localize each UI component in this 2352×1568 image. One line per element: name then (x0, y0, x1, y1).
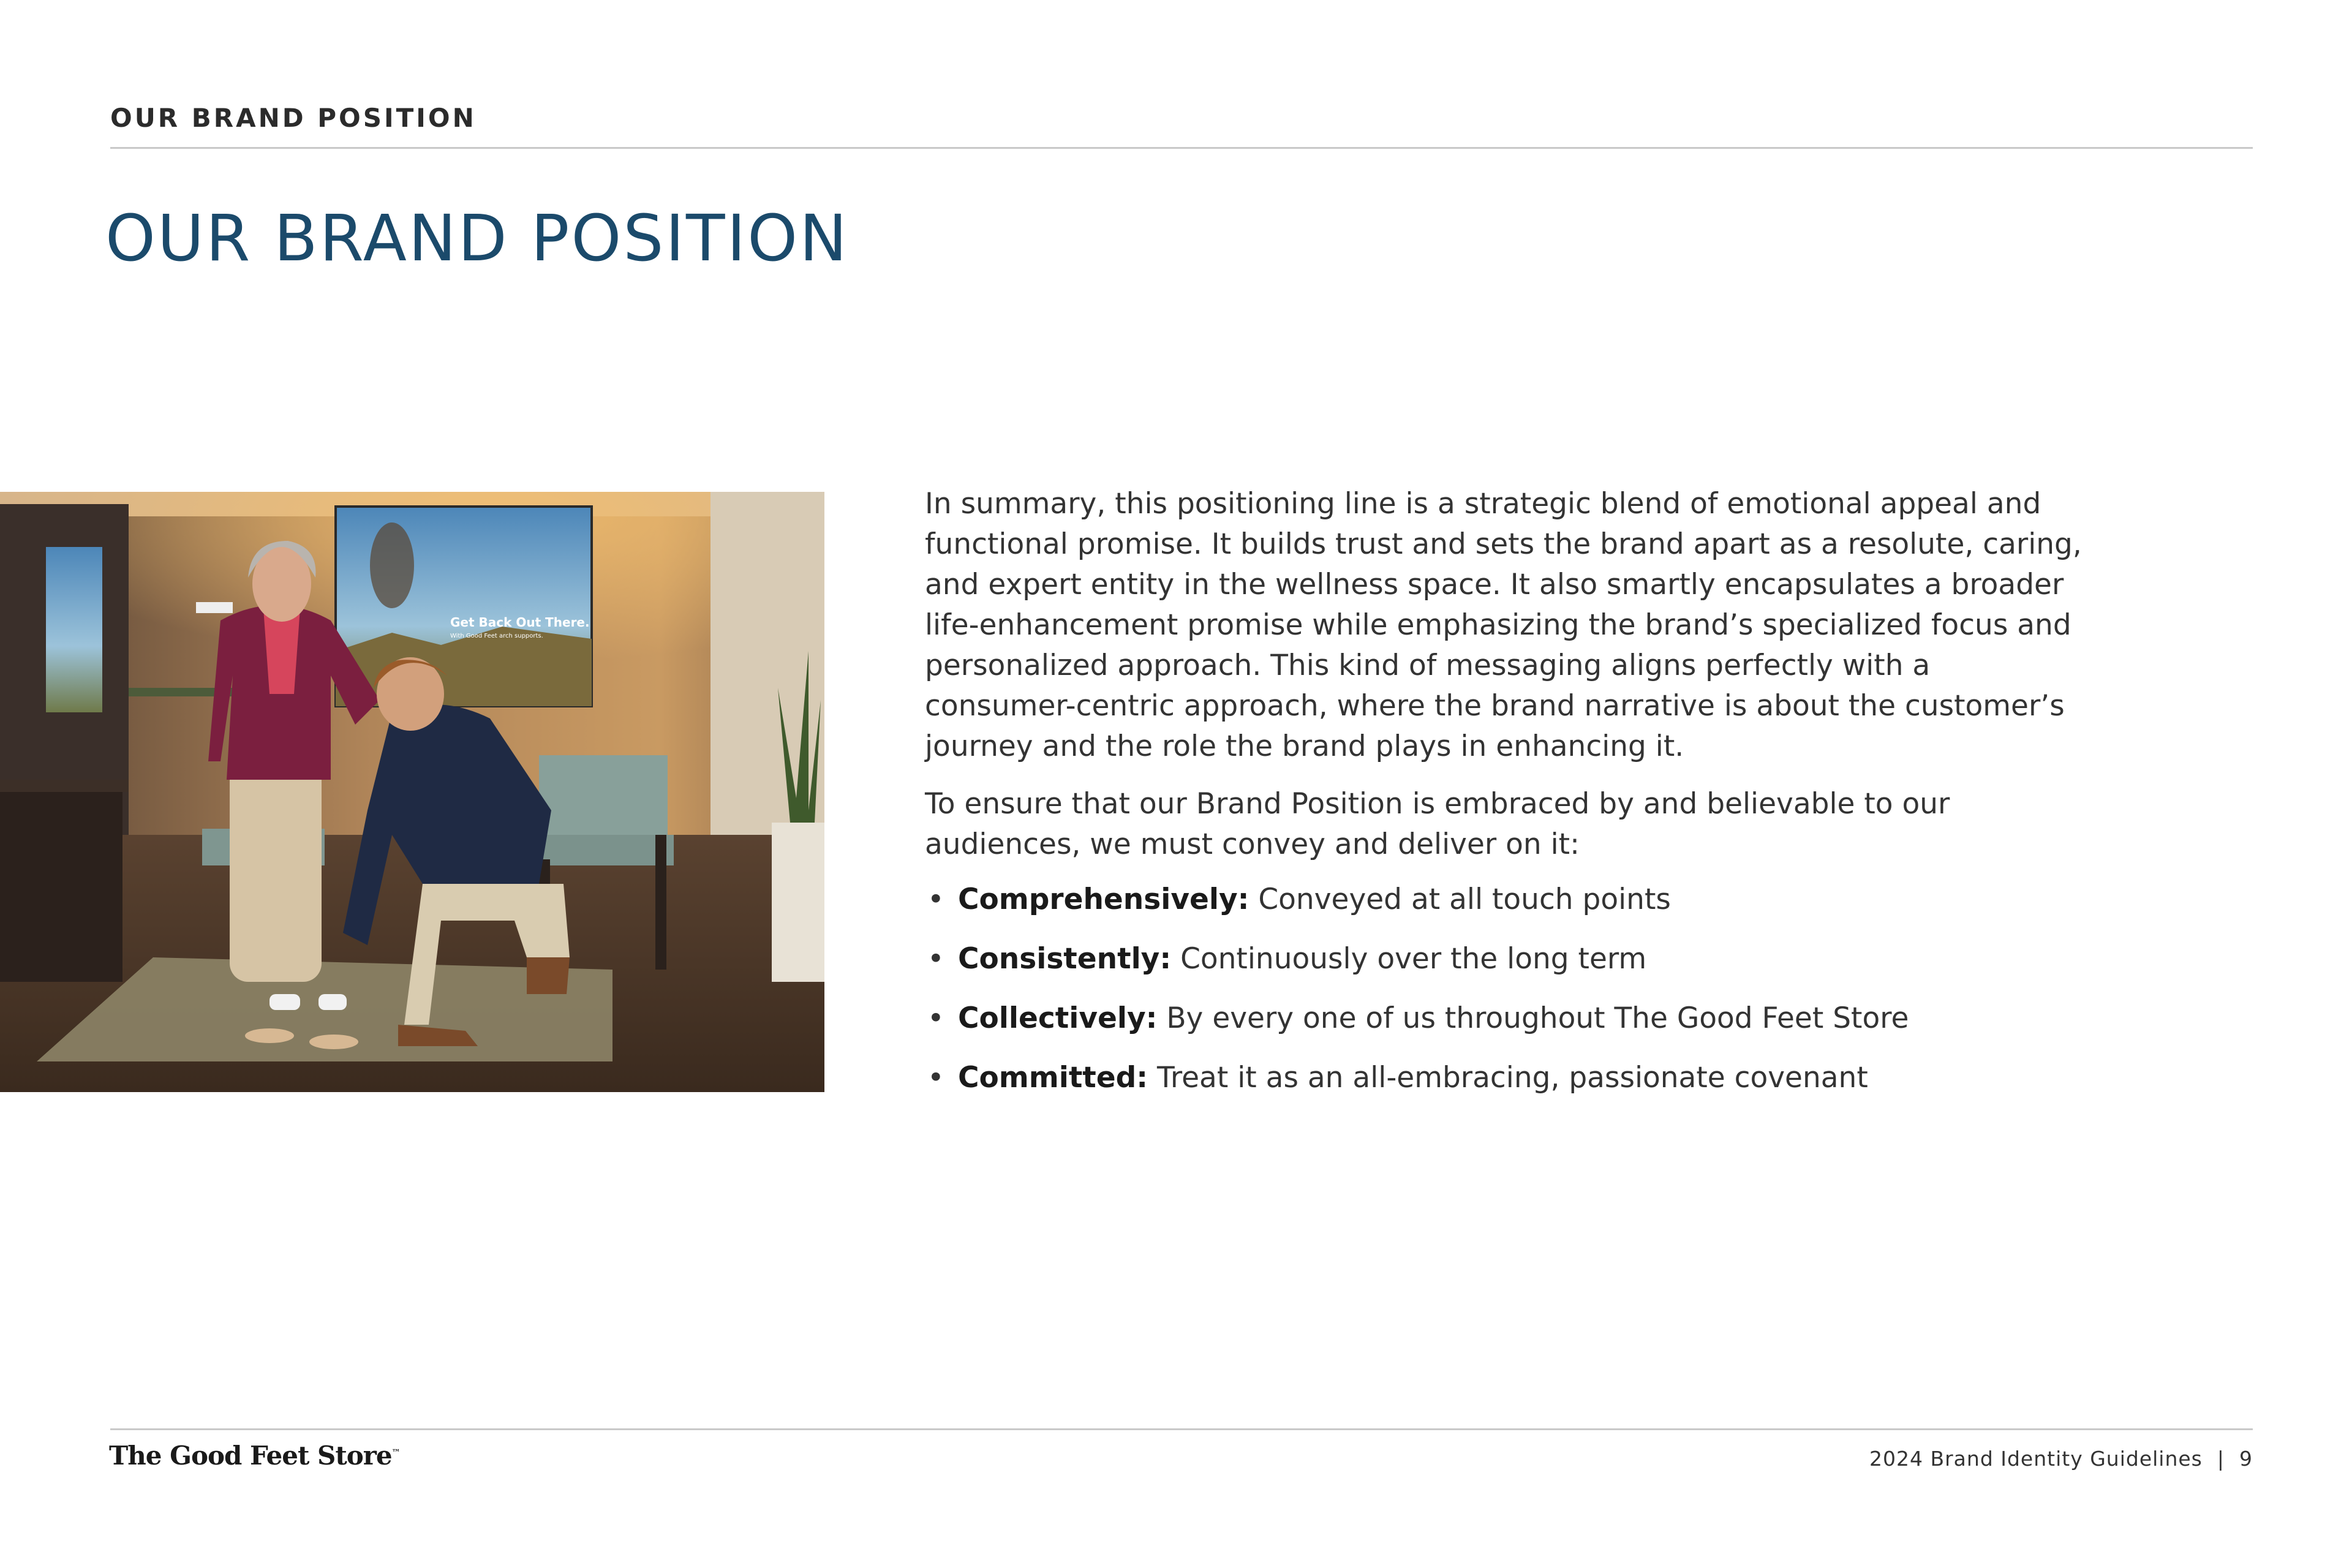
brand-logo (109, 1441, 400, 1471)
bullet-term: Comprehensively: (958, 883, 1250, 916)
footer-info (1869, 1447, 2253, 1471)
page-title: OUR BRAND POSITION (105, 201, 849, 276)
bullet-term: Consistently: (958, 942, 1172, 976)
brand-logo-text: The Good Feet Store (109, 1441, 392, 1471)
bullet-text: Conveyed at all touch points (1249, 883, 1671, 916)
bullet-text: Treat it as an all-embracing, passionate covenant (1148, 1061, 1868, 1095)
section-label: OUR BRAND POSITION (110, 103, 477, 133)
list-item (925, 939, 2089, 979)
list-item (925, 1058, 2089, 1098)
bullet-icon: • (927, 883, 944, 916)
body-text (925, 484, 2089, 1117)
header-divider (110, 147, 2253, 149)
bullet-term: Committed: (958, 1061, 1148, 1095)
bullet-icon: • (927, 1001, 944, 1035)
trademark-icon: ™ (391, 1448, 400, 1458)
bullet-icon: • (927, 1061, 944, 1095)
intro-paragraph: To ensure that our Brand Position is embraced by and believable to our audiences, we must convey and deliver on it: (925, 787, 1950, 861)
bullet-text: Continuously over the long term (1171, 942, 1647, 976)
page-number: 9 (2239, 1447, 2253, 1471)
bullet-term: Collectively: (958, 1001, 1158, 1035)
bullet-text: By every one of us throughout The Good Feet Store (1157, 1001, 1909, 1035)
commitment-list (925, 880, 2089, 1098)
list-item (925, 998, 2089, 1039)
footer-separator: | (2217, 1447, 2225, 1471)
footer-divider (110, 1428, 2253, 1430)
list-item (925, 880, 2089, 920)
store-fitting-photo (0, 492, 824, 1092)
bullet-icon: • (927, 942, 944, 976)
document-title: 2024 Brand Identity Guidelines (1869, 1447, 2203, 1471)
poster-subline: With Good Feet arch supports. (450, 633, 543, 639)
summary-paragraph: In summary, this positioning line is a strategic blend of emotional appeal and functional promise. It builds trust and sets the brand apart as a resolute, caring, and expert entity in the wellness space. It also smartly encapsulates a broader life-enhancement promise while emphasizing the brand’s specialized focus and personalized approach. This kind of messaging aligns perfectly with a consumer-centric approach, where the brand narrative is about the customer’s journey and the role the brand plays in enhancing it. (925, 487, 2082, 763)
poster-headline: Get Back Out There. (450, 615, 590, 630)
